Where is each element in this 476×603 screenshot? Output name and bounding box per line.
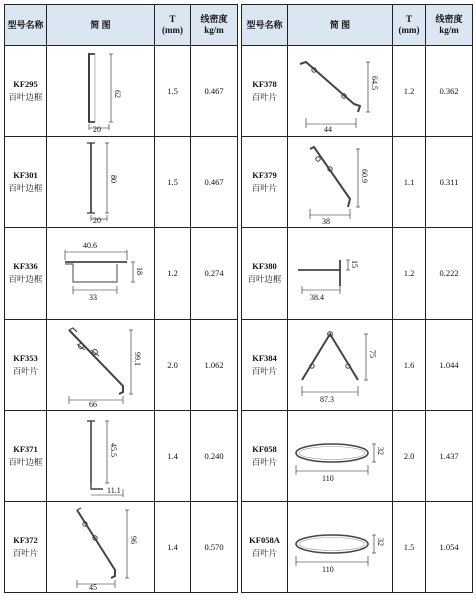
density-cell: 0.570: [191, 501, 238, 592]
header-density: 线密度 kg/m: [426, 5, 473, 46]
model-cell: KF380 百叶边框: [242, 228, 288, 319]
density-cell: 0.274: [191, 228, 238, 319]
header-density: 线密度 kg/m: [191, 5, 238, 46]
thickness-cell: 1.6: [393, 319, 426, 410]
drawing-cell: [47, 137, 155, 228]
svg-text:20: 20: [92, 216, 101, 226]
drawing-cell: [288, 137, 393, 228]
table-row: [5, 501, 238, 592]
density-cell: 0.467: [191, 137, 238, 228]
svg-text:45: 45: [88, 583, 97, 591]
header-thickness: T (mm): [155, 5, 191, 46]
table-row: [5, 228, 238, 319]
thickness-cell: 1.5: [155, 46, 191, 137]
density-cell: 1.437: [426, 410, 473, 501]
thickness-cell: 1.4: [155, 410, 191, 501]
density-cell: 0.240: [191, 410, 238, 501]
svg-text:62: 62: [112, 90, 122, 99]
svg-text:38: 38: [322, 217, 330, 226]
svg-text:45.5: 45.5: [108, 442, 118, 457]
svg-text:38.4: 38.4: [310, 293, 324, 303]
thickness-cell: 1.2: [393, 228, 426, 319]
density-cell: 1.062: [191, 319, 238, 410]
thickness-cell: 1.1: [393, 137, 426, 228]
table-row: [5, 46, 238, 137]
model-cell: KF058 百叶片: [242, 410, 288, 501]
svg-text:33: 33: [88, 293, 97, 303]
svg-text:75: 75: [368, 349, 377, 358]
oval-profile-icon: [290, 413, 390, 499]
svg-text:60.9: 60.9: [360, 169, 369, 184]
header-thickness: T (mm): [393, 5, 426, 46]
density-cell: 0.467: [191, 46, 238, 137]
left-profile-table: [4, 4, 238, 593]
table-row: [5, 319, 238, 410]
thickness-cell: 1.2: [155, 228, 191, 319]
tee-profile-icon: [290, 230, 390, 316]
table-row: [242, 319, 473, 410]
thickness-cell: 2.0: [155, 319, 191, 410]
blade-profile-icon: [51, 322, 151, 408]
density-cell: 0.222: [426, 228, 473, 319]
header-model: 型号名称: [242, 5, 288, 46]
left-header-row: [5, 5, 238, 46]
svg-text:66: 66: [88, 399, 97, 408]
model-cell: KF336 百叶边框: [5, 228, 47, 319]
drawing-cell: [288, 228, 393, 319]
drawing-cell: [47, 228, 155, 319]
svg-text:11.1: 11.1: [106, 485, 121, 495]
right-profile-table: [241, 4, 473, 593]
blade-profile-icon: [290, 139, 390, 225]
density-cell: 0.362: [426, 46, 473, 137]
svg-text:32: 32: [376, 538, 385, 547]
channel-profile-icon: [51, 48, 151, 134]
table-row: [242, 228, 473, 319]
drawing-cell: [288, 501, 393, 592]
density-cell: 1.054: [426, 501, 473, 592]
chevron-profile-icon: [290, 322, 390, 408]
drawing-cell: [47, 46, 155, 137]
model-cell: KF301 百叶边框: [5, 137, 47, 228]
model-cell: KF384 百叶片: [242, 319, 288, 410]
svg-text:15: 15: [350, 260, 359, 269]
table-row: [242, 501, 473, 592]
oval-profile-icon: [290, 504, 390, 590]
drawing-cell: [288, 319, 393, 410]
channel-profile-icon: [51, 139, 151, 225]
hat-profile-icon: [51, 230, 151, 316]
table-row: [5, 137, 238, 228]
thickness-cell: 1.5: [393, 501, 426, 592]
svg-text:87.3: 87.3: [320, 394, 334, 404]
model-cell: KF295 百叶边框: [5, 46, 47, 137]
model-cell: KF372 百叶片: [5, 501, 47, 592]
svg-text:99.1: 99.1: [132, 351, 142, 366]
model-cell: KF379 百叶片: [242, 137, 288, 228]
model-cell: KF378 百叶片: [242, 46, 288, 137]
thickness-cell: 2.0: [393, 410, 426, 501]
thickness-cell: 1.2: [393, 46, 426, 137]
right-header-row: [242, 5, 473, 46]
density-cell: 1.044: [426, 319, 473, 410]
table-row: [242, 410, 473, 501]
table-row: [5, 410, 238, 501]
density-cell: 0.311: [426, 137, 473, 228]
model-cell: KF371 百叶边框: [5, 410, 47, 501]
svg-text:44: 44: [324, 125, 332, 135]
model-cell: KF353 百叶片: [5, 319, 47, 410]
blade-profile-icon: [290, 48, 390, 134]
drawing-cell: [47, 410, 155, 501]
drawing-cell: [47, 501, 155, 592]
header-model: 型号名称: [5, 5, 47, 46]
model-cell: KF058A 百叶片: [242, 501, 288, 592]
blade-profile-icon: [51, 504, 151, 590]
svg-text:110: 110: [322, 565, 334, 575]
svg-text:40.6: 40.6: [82, 241, 97, 251]
drawing-cell: [288, 410, 393, 501]
svg-text:96: 96: [128, 536, 138, 545]
table-row: [242, 46, 473, 137]
header-drawing: 简 图: [47, 5, 155, 46]
table-row: [242, 137, 473, 228]
header-drawing: 简 图: [288, 5, 393, 46]
svg-text:80: 80: [108, 175, 118, 184]
drawing-cell: [47, 319, 155, 410]
channel-profile-icon: [51, 413, 151, 499]
thickness-cell: 1.5: [155, 137, 191, 228]
svg-text:18: 18: [134, 267, 144, 276]
svg-text:20: 20: [92, 125, 101, 135]
drawing-cell: [288, 46, 393, 137]
svg-text:110: 110: [322, 473, 334, 483]
svg-text:32: 32: [376, 446, 385, 455]
thickness-cell: 1.4: [155, 501, 191, 592]
svg-text:64.5: 64.5: [370, 76, 379, 91]
